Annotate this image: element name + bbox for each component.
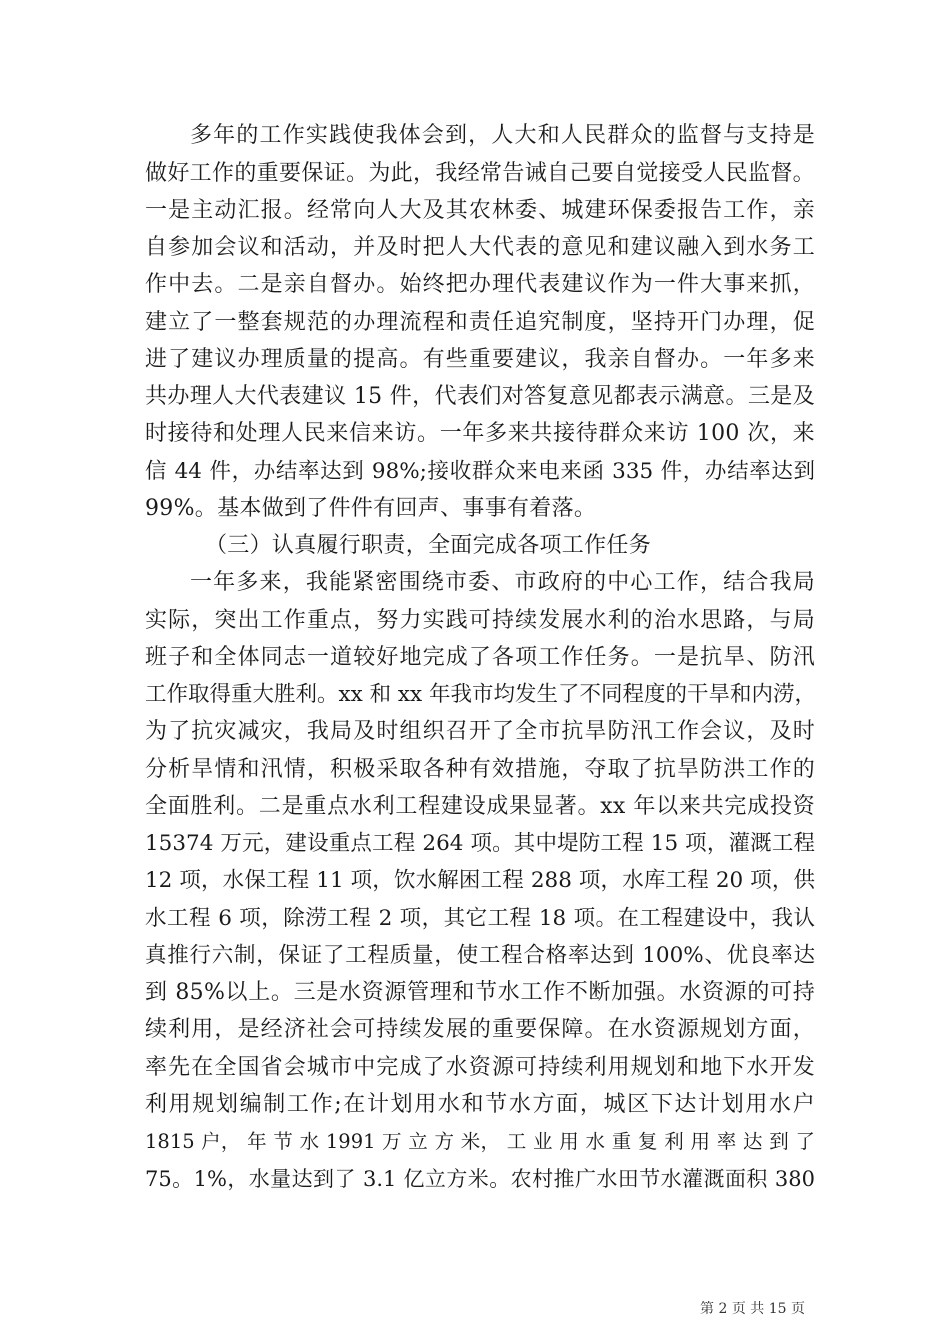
paragraph-line: 分析旱情和汛情，积极采取各种有效措施，夺取了抗旱防洪工作的 bbox=[145, 757, 815, 782]
paragraph-line: 75。1%，水量达到了 3.1 亿立方米。农村推广水田节水灌溉面积 380 bbox=[145, 1167, 815, 1191]
paragraph-line: 真推行六制，保证了工程质量，使工程合格率达到 100%、优良率达 bbox=[145, 943, 815, 968]
paragraph-line: 进了建议办理质量的提高。有些重要建议，我亲自督办。一年多来 bbox=[145, 347, 815, 372]
paragraph-line: 水工程 6 项，除涝工程 2 项，其它工程 18 项。在工程建设中，我认 bbox=[145, 906, 815, 931]
paragraph-line: 共办理人大代表建议 15 件，代表们对答复意见都表示满意。三是及 bbox=[145, 384, 815, 409]
paragraph-line: 15374 万元，建设重点工程 264 项。其中堤防工程 15 项，灌溉工程 bbox=[145, 831, 815, 856]
paragraph-line: 一是主动汇报。经常向人大及其农林委、城建环保委报告工作，亲 bbox=[145, 198, 815, 223]
paragraph-line: 工作取得重大胜利。xx 和 xx 年我市均发生了不同程度的干旱和内涝， bbox=[145, 682, 817, 707]
paragraph-line: 到 85%以上。三是水资源管理和节水工作不断加强。水资源的可持 bbox=[145, 980, 815, 1005]
paragraph-line: 为了抗灾减灾，我局及时组织召开了全市抗旱防汛工作会议，及时 bbox=[145, 719, 815, 744]
section-heading: （三）认真履行职责，全面完成各项工作任务 bbox=[205, 533, 652, 558]
paragraph-line: 1815 户， 年 节 水 1991 万 立 方 米， 工 业 用 水 重 复 利 用 率 达 到 了 bbox=[145, 1130, 815, 1153]
paragraph-line: 多年的工作实践使我体会到，人大和人民群众的监督与支持是 bbox=[190, 123, 815, 148]
paragraph-line: 全面胜利。二是重点水利工程建设成果显著。xx 年以来共完成投资 bbox=[145, 794, 815, 819]
paragraph-line: 作中去。二是亲自督办。始终把办理代表建议作为一件大事来抓， bbox=[145, 272, 815, 297]
page-number: 第 2 页 共 15 页 bbox=[700, 1301, 805, 1317]
paragraph-line: 信 44 件，办结率达到 98%;接收群众来电来函 335 件，办结率达到 bbox=[145, 459, 815, 484]
paragraph-line: 建立了一整套规范的办理流程和责任追究制度，坚持开门办理，促 bbox=[145, 310, 815, 335]
paragraph-line: 实际，突出工作重点，努力实践可持续发展水利的治水思路，与局 bbox=[145, 608, 815, 633]
paragraph-line: 自参加会议和活动，并及时把人大代表的意见和建议融入到水务工 bbox=[145, 235, 815, 260]
paragraph-line: 率先在全国省会城市中完成了水资源可持续利用规划和地下水开发 bbox=[145, 1055, 815, 1080]
paragraph-line: 12 项，水保工程 11 项，饮水解困工程 288 项，水库工程 20 项，供 bbox=[145, 868, 815, 893]
paragraph-line: 班子和全体同志一道较好地完成了各项工作任务。一是抗旱、防汛 bbox=[145, 645, 815, 670]
paragraph-line: 时接待和处理人民来信来访。一年多来共接待群众来访 100 次，来 bbox=[145, 421, 815, 446]
paragraph-line: 99%。基本做到了件件有回声、事事有着落。 bbox=[145, 496, 597, 521]
paragraph-line: 续利用，是经济社会可持续发展的重要保障。在水资源规划方面， bbox=[145, 1017, 815, 1042]
paragraph-line: 做好工作的重要保证。为此，我经常告诫自己要自觉接受人民监督。 bbox=[145, 161, 815, 186]
paragraph-line: 一年多来，我能紧密围绕市委、市政府的中心工作，结合我局 bbox=[190, 570, 815, 595]
paragraph-line: 利用规划编制工作;在计划用水和节水方面，城区下达计划用水户 bbox=[145, 1092, 815, 1117]
